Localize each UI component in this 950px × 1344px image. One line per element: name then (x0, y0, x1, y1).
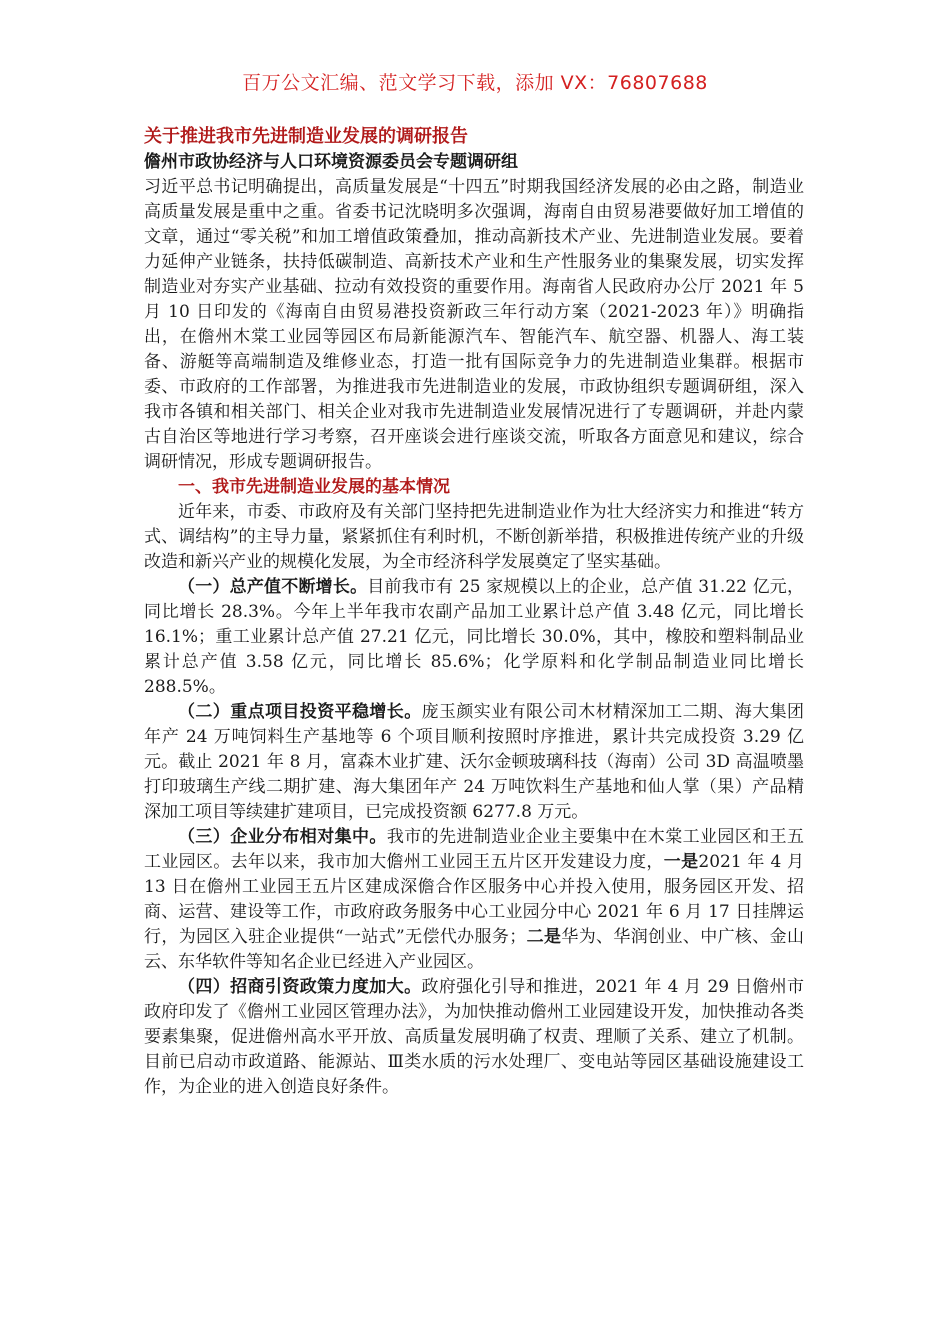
document-subtitle: 儋州市政协经济与人口环境资源委员会专题调研组 (144, 152, 518, 172)
item-2-paragraph (144, 700, 804, 825)
item-4-text: 政府强化引导和推进，2021 年 4 月 29 日儋州市政府印发了《儋州工业园区管理办法》，为加快推动儋州工业园建设开发，加快推动各类要素集聚，促进儋州高水平开放、高质量发展明确了权责、理顺了关系、建立了机制。目前已启动市政道路、能源站、Ⅲ类水质的污水处理厂、变电站等园区基础设施建设工作，为企业的进入创造良好条件。 (144, 977, 805, 1097)
item-3-paragraph (144, 825, 804, 975)
item-3-lead: （三）企业分布相对集中。 (178, 827, 387, 847)
item-3-point-2-label: 二是 (526, 927, 562, 947)
document-title: 关于推进我市先进制造业发展的调研报告 (144, 126, 468, 147)
item-4-paragraph (144, 975, 804, 1100)
document-body (144, 124, 804, 1100)
item-3-text-b: 2021 年 4 月 13 日在儋州工业园王五片区建成深儋合作区服务中心并投入使用，服务园区开发、招商、运营、建设等工作，市政府政务服务中心工业园分中心 2021 年 6 月 17 日挂牌运行，为园区入驻企业提供“一站式”无偿代办服务； (144, 852, 805, 947)
item-2-lead: （二）重点项目投资平稳增长。 (178, 702, 422, 722)
item-3-text-a: 我市的先进制造业企业主要集中在木棠工业园区和王五工业园区。去年以来，我市加大儋州工业园王五片区开发建设力度， (144, 827, 805, 872)
item-1-paragraph (144, 575, 804, 700)
item-1-lead: （一）总产值不断增长。 (178, 577, 368, 597)
intro-paragraph: 习近平总书记明确提出，高质量发展是“十四五”时期我国经济发展的必由之路，制造业高质量发展是重中之重。省委书记沈晓明多次强调，海南自由贸易港要做好加工增值的文章，通过“零关税”和加工增值政策叠加，推动高新技术产业、先进制造业发展。要着力延伸产业链条，扶持低碳制造、高新技术产业和生产性服务业的集聚发展，切实发挥制造业对夯实产业基础、拉动有效投资的重要作用。海南省人民政府办公厅 2021 年 5 月 10 日印发的《海南自由贸易港投资新政三年行动方案（2021-2023 年）》明确指出，在儋州木棠工业园等园区布局新能源汽车、智能汽车、航空器、机器人、海工装备、游艇等高端制造及维修业态，打造一批有国际竞争力的先进制造业集群。根据市委、市政府的工作部署，为推进我市先进制造业的发展，市政协组织专题调研组，深入我市各镇和相关部门、相关企业对我市先进制造业发展情况进行了专题调研，并赴内蒙古自治区等地进行学习考察，召开座谈会进行座谈交流，听取各方面意见和建议，综合调研情况，形成专题调研报告。 (144, 177, 804, 472)
item-1-text: 目前我市有 25 家规模以上的企业，总产值 31.22 亿元，同比增长 28.3%。今年上半年我市农副产品加工业累计总产值 3.48 亿元，同比增长 16.1%；重工业累计总产值 27.21 亿元，同比增长 30.0%，其中，橡胶和塑料制品业累计总产值 3.58 亿元，同比增长 85.6%；化学原料和化学制品制造业同比增长 288.5%。 (144, 577, 804, 697)
header-banner: 百万公文汇编、范文学习下载，添加 VX：76807688 (242, 72, 708, 94)
item-4-lead: （四）招商引资政策力度加大。 (178, 977, 422, 997)
item-2-text: 庞玉颜实业有限公司木材精深加工二期、海大集团年产 24 万吨饲料生产基地等 6 个项目顺利按照时序推进，累计共完成投资 3.29 亿元。截止 2021 年 8 月，富森木业扩建、沃尔金顿玻璃科技（海南）公司 3D 高温喷墨打印玻璃生产线二期扩建、海大集团年产 24 万吨饮料生产基地和仙人掌（果）产品精深加工项目等续建扩建项目，已完成投资额 6277.8 万元。 (144, 702, 805, 822)
section-1-heading: 一、我市先进制造业发展的基本情况 (178, 477, 450, 497)
item-3-text-c: 华为、华润创业、中广核、金山云、东华软件等知名企业已经进入产业园区。 (144, 927, 804, 972)
item-3-point-1-label: 一是 (663, 852, 699, 872)
section-1-overview: 近年来，市委、市政府及有关部门坚持把先进制造业作为壮大经济实力和推进“转方式、调结构”的主导力量，紧紧抓住有利时机，不断创新举措，积极推进传统产业的升级改造和新兴产业的规模化发展，为全市经济科学发展奠定了坚实基础。 (144, 502, 804, 572)
